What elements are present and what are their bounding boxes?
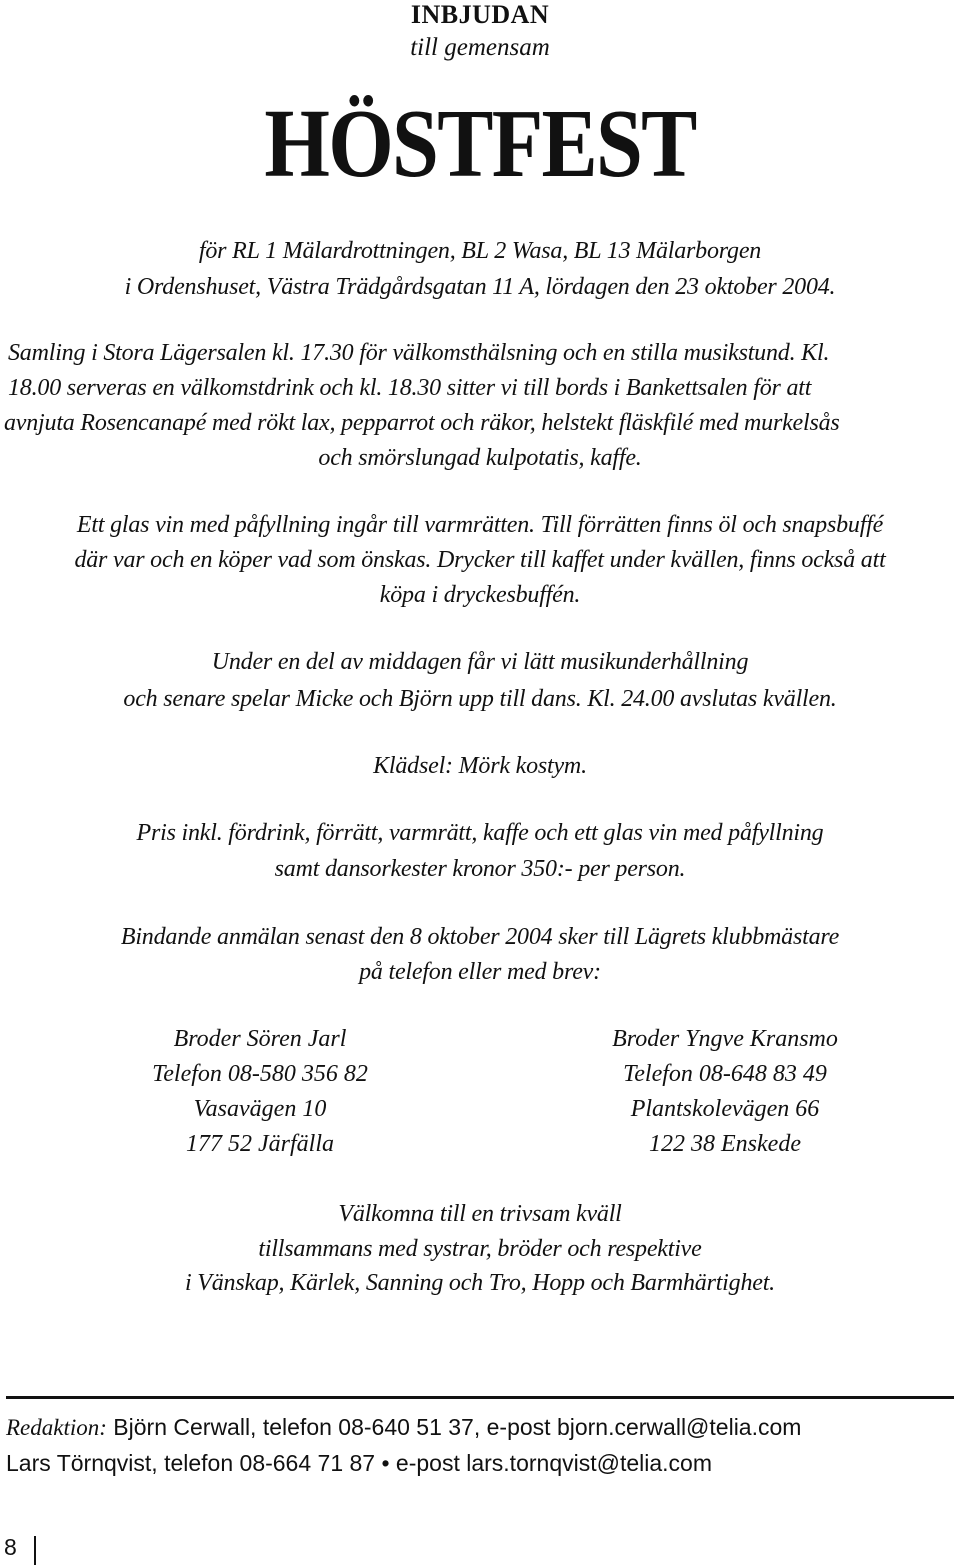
program-line-3: avnjuta Rosencanapé med rökt lax, pepparrot och räkor, helstekt fläskfilé med murkelsås bbox=[4, 410, 840, 436]
contact-city: 177 52 Järfälla bbox=[186, 1131, 334, 1157]
program-line-2: 18.00 serveras en välkomstdrink och kl. 18.30 sitter vi till bords i Bankettsalen för att bbox=[8, 375, 812, 401]
welcome-line-3: i Vänskap, Kärlek, Sanning och Tro, Hopp och Barmhärtighet. bbox=[185, 1270, 775, 1296]
invite-subtitle: till gemensam bbox=[410, 34, 550, 61]
contact-phone: Telefon 08-580 356 82 bbox=[152, 1061, 368, 1087]
contact-street: Plantskolevägen 66 bbox=[630, 1096, 820, 1122]
program-line-4: och smörslungad kulpotatis, kaffe. bbox=[318, 445, 642, 471]
contact-name: Broder Sören Jarl bbox=[173, 1026, 347, 1052]
page-number: 8 bbox=[4, 1534, 17, 1560]
welcome-line-1: Välkomna till en trivsam kväll bbox=[338, 1201, 622, 1227]
contact-city: 122 38 Enskede bbox=[649, 1131, 801, 1157]
footer-divider bbox=[6, 1396, 954, 1399]
footer-label: Redaktion: bbox=[6, 1415, 107, 1440]
footer-editor-line-1 bbox=[6, 1414, 801, 1441]
contact-name: Broder Yngve Kransmo bbox=[612, 1026, 838, 1052]
price-line-2: samt dansorkester kronor 350:- per person. bbox=[274, 856, 686, 882]
price-line-1: Pris inkl. fördrink, förrätt, varmrätt, kaffe och ett glas vin med påfyllning bbox=[136, 820, 824, 846]
music-line-1: Under en del av middagen får vi lätt musikunderhållning bbox=[211, 649, 749, 675]
footer-contact-cerwall: Björn Cerwall, telefon 08-640 51 37, e-post bjorn.cerwall@telia.com bbox=[113, 1414, 802, 1440]
welcome-line-2: tillsammans med systrar, bröder och respektive bbox=[258, 1236, 702, 1262]
drinks-line-3: köpa i dryckesbuffén. bbox=[379, 582, 581, 608]
dress-code: Klädsel: Mörk kostym. bbox=[373, 753, 587, 779]
drinks-line-2: där var och en köper vad som önskas. Drycker till kaffet under kvällen, finns också att bbox=[74, 547, 886, 573]
contact-street: Vasavägen 10 bbox=[193, 1096, 327, 1122]
program-line-1: Samling i Stora Lägersalen kl. 17.30 för välkomsthälsning och en stilla musikstund. Kl. bbox=[8, 340, 830, 366]
contact-card-kransmo bbox=[545, 1022, 905, 1162]
page-number-rule bbox=[34, 1536, 36, 1565]
drinks-line-1: Ett glas vin med påfyllning ingår till varmrätten. Till förrätten finns öl och snapsbuffé bbox=[76, 512, 884, 538]
invite-heading: INBJUDAN bbox=[410, 0, 550, 29]
music-line-2: och senare spelar Micke och Björn upp till dans. Kl. 24.00 avslutas kvällen. bbox=[123, 686, 837, 712]
contact-phone: Telefon 08-648 83 49 bbox=[623, 1061, 827, 1087]
intro-line-2: i Ordenshuset, Västra Trädgårdsgatan 11 A, lördagen den 23 oktober 2004. bbox=[124, 274, 836, 300]
contact-card-jarl bbox=[80, 1022, 440, 1162]
registration-line-1: Bindande anmälan senast den 8 oktober 2004 sker till Lägrets klubbmästare bbox=[120, 924, 840, 950]
intro-line-1: för RL 1 Mälardrottningen, BL 2 Wasa, BL 13 Mälarborgen bbox=[198, 238, 762, 264]
footer-contact-tornqvist: Lars Törnqvist, telefon 08-664 71 87 • e-post lars.tornqvist@telia.com bbox=[6, 1450, 712, 1476]
page-title: HÖSTFEST bbox=[264, 90, 696, 198]
registration-line-2: på telefon eller med brev: bbox=[359, 959, 601, 985]
